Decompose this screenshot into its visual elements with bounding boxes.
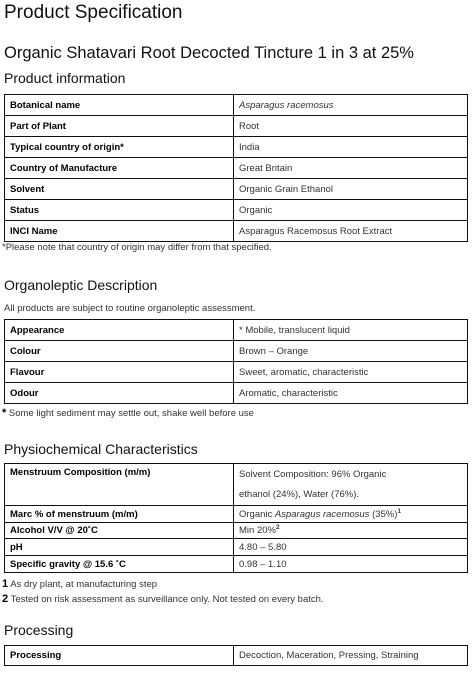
organoleptic-intro: All products are subject to routine organoleptic assessment. [4, 303, 256, 314]
physio-heading: Physiochemical Characteristics [4, 441, 198, 457]
row-value: Organic [234, 200, 468, 221]
footnote-mark: 2 [2, 593, 9, 605]
row-label: Flavour [5, 362, 234, 383]
alcohol-value: Min 20% [239, 525, 276, 537]
product-title: Organic Shatavari Root Decocted Tincture 1 in 3 at 25% [4, 44, 414, 62]
row-label: pH [5, 539, 234, 556]
table-row [5, 200, 468, 221]
table-row [5, 158, 468, 179]
table-row [5, 383, 468, 404]
row-value: 0.98 – 1.10 [234, 556, 468, 573]
footnote-2 [2, 593, 324, 605]
table-row [5, 221, 468, 242]
row-label: Alcohol V/V @ 20˚C [5, 523, 234, 539]
table-row [5, 116, 468, 137]
table-row [5, 362, 468, 383]
row-label: Specific gravity @ 15.6 ˚C [5, 556, 234, 573]
table-row [5, 539, 468, 556]
row-label: Status [5, 200, 234, 221]
menstruum-line-1: Solvent Composition: 96% Organic [239, 468, 387, 480]
row-value: Great Britain [234, 158, 468, 179]
table-row [5, 341, 468, 362]
table-row [5, 179, 468, 200]
row-label: Botanical name [5, 95, 234, 116]
row-value [234, 523, 468, 539]
table-row [5, 646, 468, 666]
table-row [5, 464, 468, 506]
row-value [234, 506, 468, 523]
processing-heading: Processing [4, 622, 74, 638]
product-info-table [4, 94, 468, 242]
marc-prefix: Organic [239, 509, 275, 521]
row-value: 4.80 – 5.80 [234, 539, 468, 556]
row-label: Part of Plant [5, 116, 234, 137]
menstruum-line-2: ethanol (24%), Water (76%). [239, 488, 360, 500]
row-label: INCI Name [5, 221, 234, 242]
row-label: Solvent [5, 179, 234, 200]
footnote-mark: 1 [2, 578, 9, 590]
row-label: Country of Manufacture [5, 158, 234, 179]
footnote-ref-1: 1 [397, 507, 402, 515]
row-value: Asparagus racemosus [234, 95, 468, 116]
marc-percent: (35%) [369, 509, 398, 521]
table-row [5, 137, 468, 158]
row-value: Decoction, Maceration, Pressing, Straining [234, 646, 468, 666]
row-value: Sweet, aromatic, characteristic [234, 362, 468, 383]
table-row [5, 556, 468, 573]
row-value: Aromatic, characteristic [234, 383, 468, 404]
product-info-heading: Product information [4, 70, 126, 86]
row-value: Organic Grain Ethanol [234, 179, 468, 200]
sediment-note-text: Some light sediment may settle out, shake well before use [6, 408, 254, 419]
row-label: Appearance [5, 320, 234, 341]
processing-table [4, 645, 468, 666]
document-title: Product Specification [4, 2, 183, 23]
row-value: Brown – Orange [234, 341, 468, 362]
footnote-1 [2, 578, 157, 590]
row-value [234, 464, 468, 506]
row-label: Odour [5, 383, 234, 404]
asterisk-mark: * [2, 407, 7, 419]
sediment-note [2, 407, 254, 419]
row-label: Menstruum Composition (m/m) [5, 464, 234, 506]
row-label: Processing [5, 646, 234, 666]
table-row [5, 523, 468, 539]
footnote-text: Tested on risk assessment as surveillance only. Not tested on every batch. [8, 594, 324, 605]
row-label: Typical country of origin* [5, 137, 234, 158]
footnote-ref-2: 2 [275, 524, 280, 532]
organoleptic-heading: Organoleptic Description [4, 277, 158, 293]
origin-note: *Please note that country of origin may differ from that specified. [2, 242, 272, 253]
row-value: Asparagus Racemosus Root Extract [234, 221, 468, 242]
table-row [5, 95, 468, 116]
table-row [5, 506, 468, 523]
row-label: Marc % of menstruum (m/m) [5, 506, 234, 523]
row-value: India [234, 137, 468, 158]
marc-species: Asparagus racemosus [274, 509, 370, 521]
physio-table [4, 463, 468, 573]
row-label: Colour [5, 341, 234, 362]
footnote-text: As dry plant, at manufacturing step [8, 579, 158, 590]
row-value: * Mobile, translucent liquid [234, 320, 468, 341]
row-value: Root [234, 116, 468, 137]
organoleptic-table [4, 319, 468, 404]
table-row [5, 320, 468, 341]
